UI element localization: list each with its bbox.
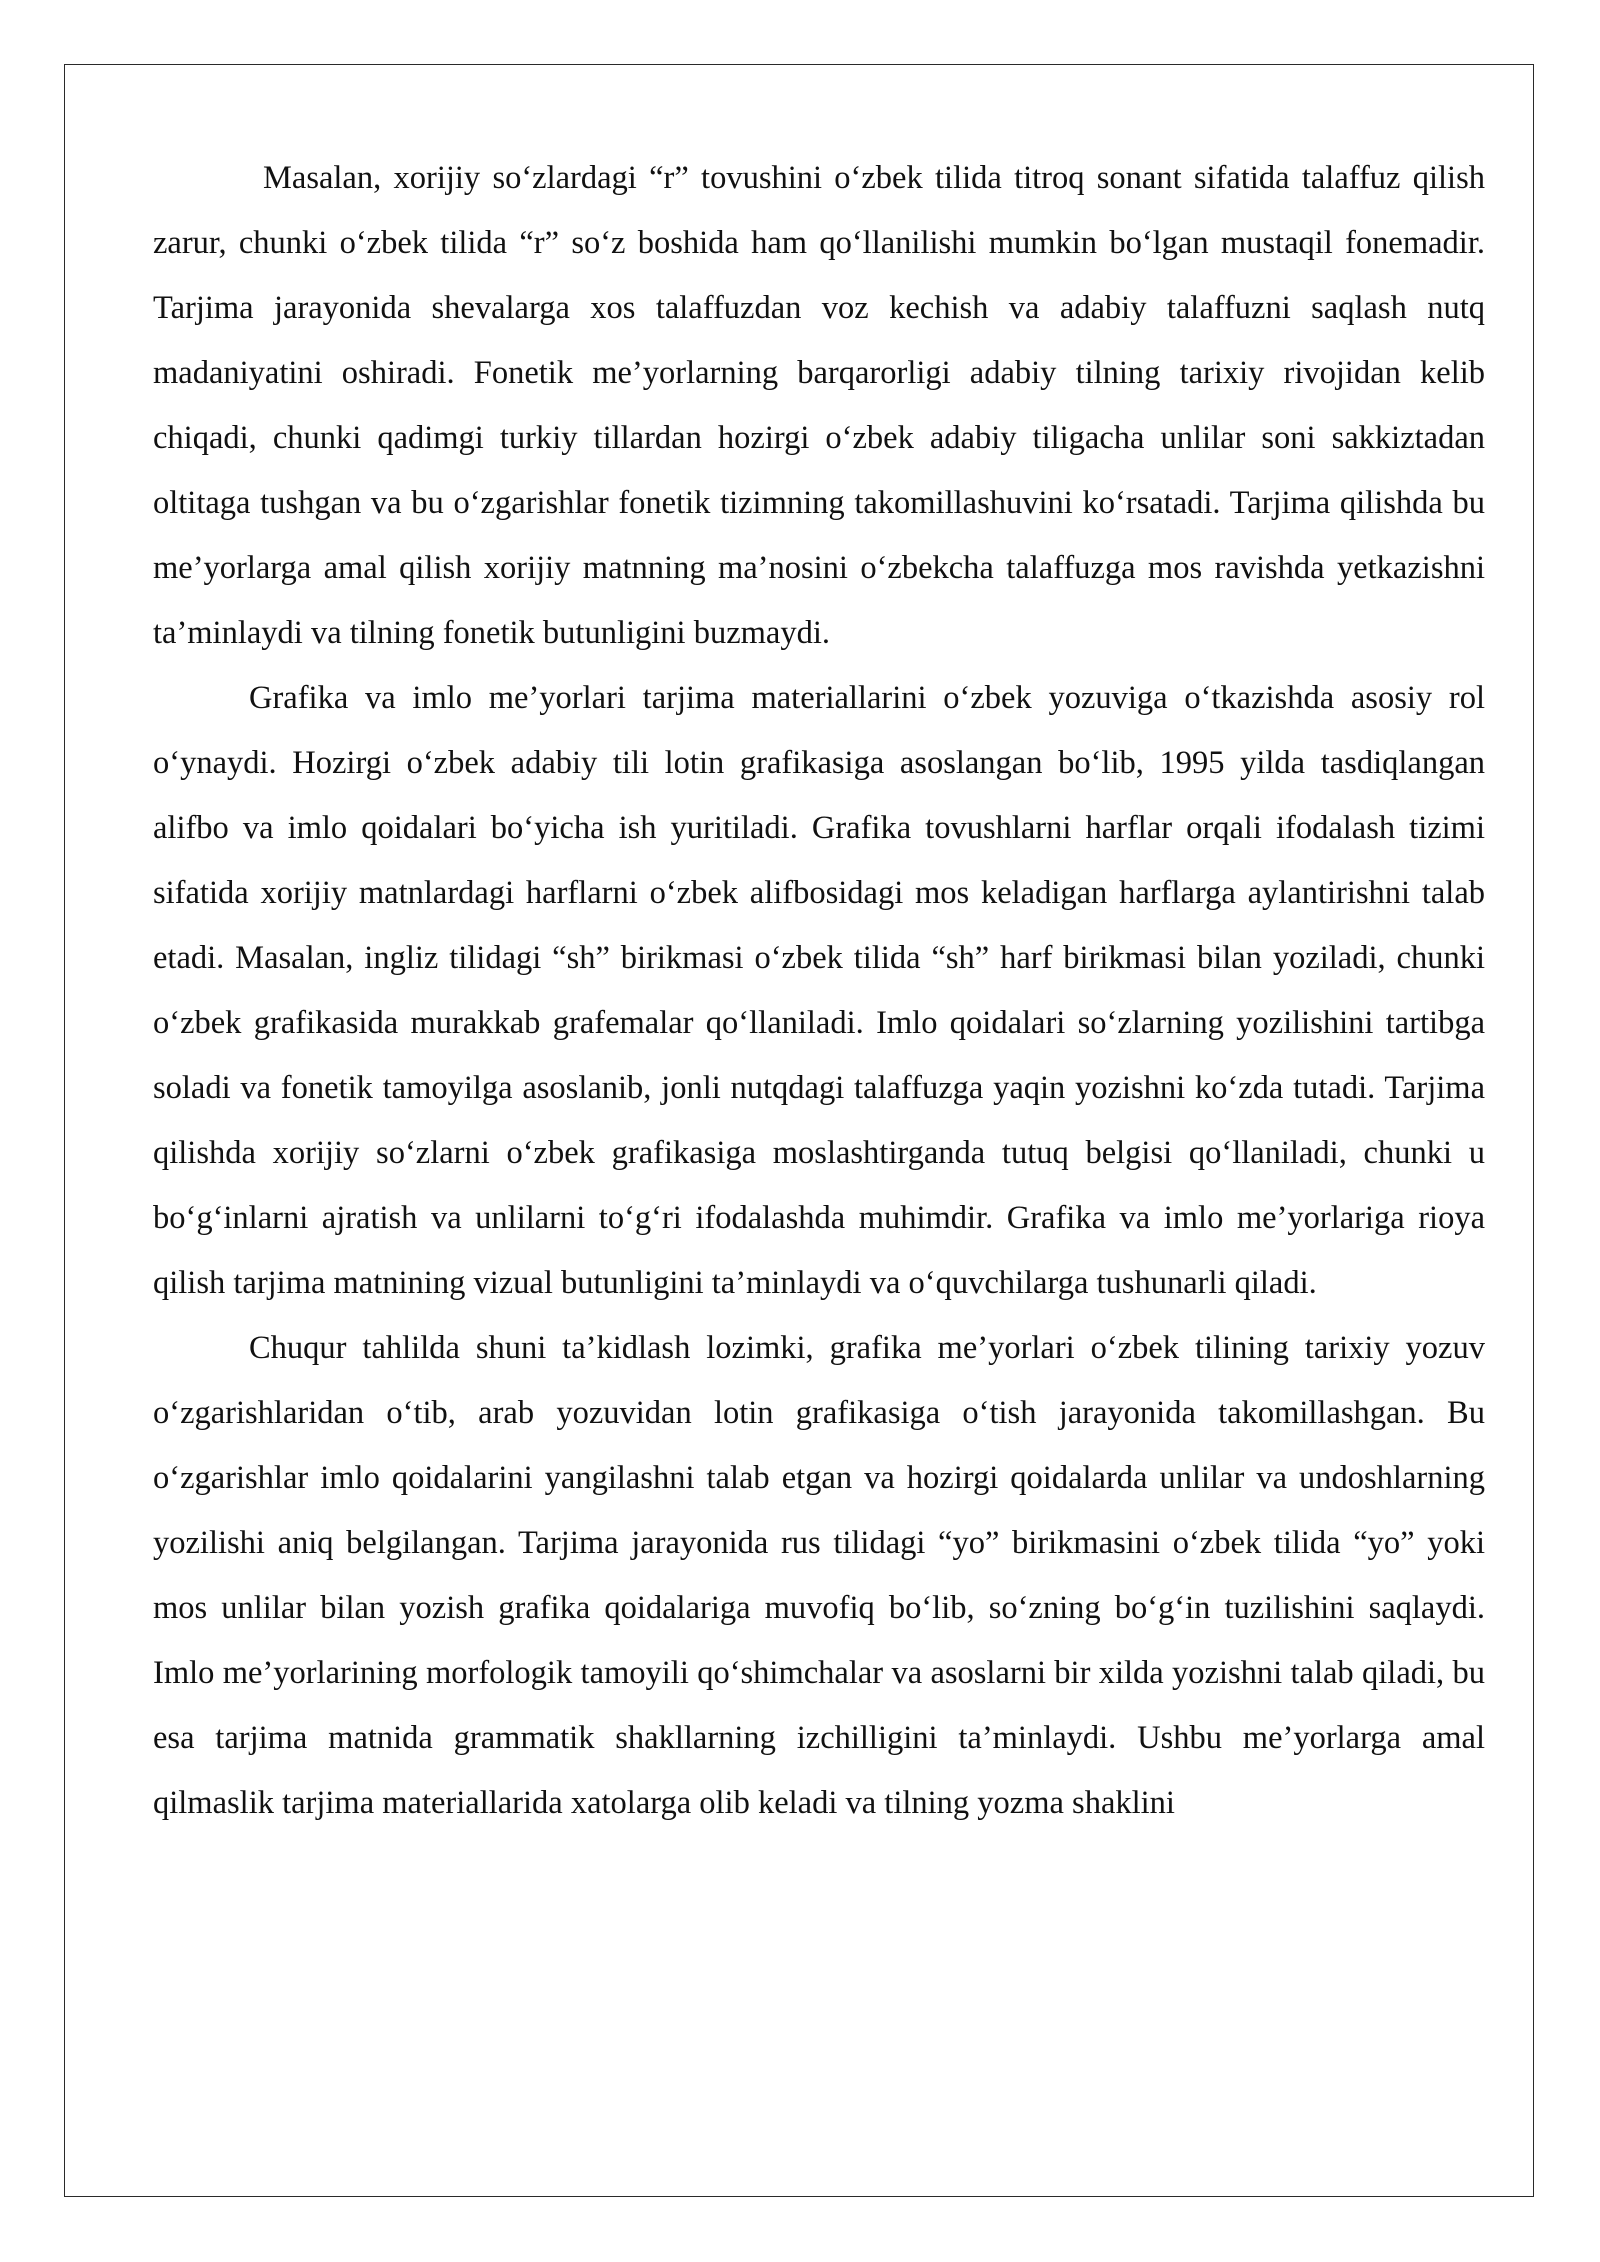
paragraph-2: Grafika va imlo me’yorlari tarjima materiallarini o‘zbek yozuviga o‘tkazishda asosiy rol o‘ynaydi. Hozirgi o‘zbek adabiy tili lotin grafikasiga asoslangan bo‘lib, 1995 yilda tasdiqlangan alifbo va imlo qoidalari bo‘yicha ish yuritiladi. Grafika tovushlarni harflar orqali ifodalash tizimi sifatida xorijiy matnlardagi harflarni o‘zbek alifbosidagi mos keladigan harflarga aylantirishni talab etadi. Masalan, ingliz tilidagi “sh” birikmasi o‘zbek tilida “sh” harf birikmasi bilan yoziladi, chunki o‘zbek grafikasida murakkab grafemalar qo‘llaniladi. Imlo qoidalari so‘zlarning yozilishini tartibga soladi va fonetik tamoyilga asoslanib, jonli nutqdagi talaffuzga yaqin yozishni ko‘zda tutadi. Tarjima qilishda xorijiy so‘zlarni o‘zbek grafikasiga moslashtirganda tutuq belgisi qo‘llaniladi, chunki u bo‘g‘inlarni ajratish va unlilarni to‘g‘ri ifodalashda muhimdir. Grafika va imlo me’yorlariga rioya qilish tarjima matnining vizual butunligini ta’minlaydi va o‘quvchilarga tushunarli qiladi. xyxy=(153,680,1485,1301)
paragraph-3: Chuqur tahlilda shuni ta’kidlash lozimki, grafika me’yorlari o‘zbek tilining tarixiy yozuv o‘zgarishlaridan o‘tib, arab yozuvidan lotin grafikasiga o‘tish jarayonida takomillashgan. Bu o‘zgarishlar imlo qoidalarini yangilashni talab etgan va hozirgi qoidalarda unlilar va undoshlarning yozilishi aniq belgilangan. Tarjima jarayonida rus tilidagi “yo” birikmasini o‘zbek tilida “yo” yoki mos unlilar bilan yozish grafika qoidalariga muvofiq bo‘lib, so‘zning bo‘g‘in tuzilishini saqlaydi. Imlo me’yorlarining morfologik tamoyili qo‘shimchalar va asoslarni bir xilda yozishni talab qiladi, bu esa tarjima matnida grammatik shakllarning izchilligini ta’minlaydi. Ushbu me’yorlarga amal qilmaslik tarjima materiallarida xatolarga olib keladi va tilning yozma shaklini xyxy=(153,1330,1485,1821)
document-body xyxy=(153,146,1485,1836)
paragraph-1: Masalan, xorijiy so‘zlardagi “r” tovushini o‘zbek tilida titroq sonant sifatida talaffuz qilish zarur, chunki o‘zbek tilida “r” so‘z boshida ham qo‘llanilishi mumkin bo‘lgan mustaqil fonemadir. Tarjima jarayonida shevalarga xos talaffuzdan voz kechish va adabiy talaffuzni saqlash nutq madaniyatini oshiradi. Fonetik me’yorlarning barqarorligi adabiy tilning tarixiy rivojidan kelib chiqadi, chunki qadimgi turkiy tillardan hozirgi o‘zbek adabiy tiligacha unlilar soni sakkiztadan oltitaga tushgan va bu o‘zgarishlar fonetik tizimning takomillashuvini ko‘rsatadi. Tarjima qilishda bu me’yorlarga amal qilish xorijiy matnning ma’nosini o‘zbekcha talaffuzga mos ravishda yetkazishni ta’minlaydi va tilning fonetik butunligini buzmaydi. xyxy=(153,160,1485,651)
